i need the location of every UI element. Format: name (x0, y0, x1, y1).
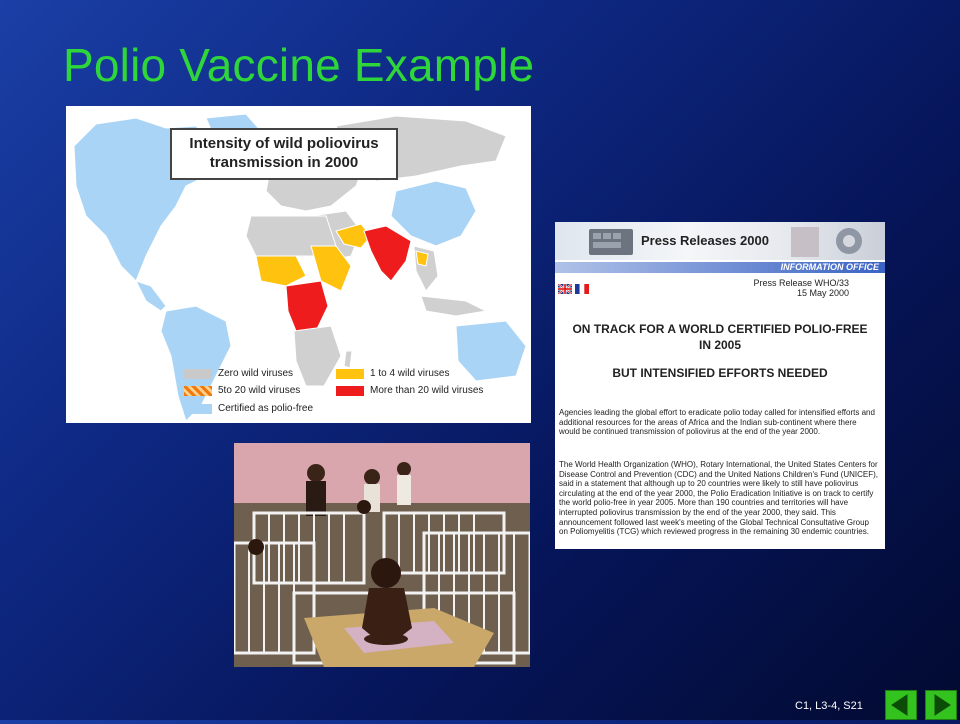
press-paragraph-1: Agencies leading the global effort to eradicate polio today called for intensified efforts and additional resources for the areas of Africa and the Indian sub-continent where there would be continued transmission of poliovirus at the end of the year 2000. (559, 408, 875, 437)
legend-label: 1 to 4 wild viruses (370, 368, 450, 379)
children-hospital-photo (234, 443, 530, 667)
australia (456, 321, 526, 381)
west-africa-yellow (256, 256, 306, 286)
legend-item-5-to-20 (184, 385, 300, 396)
next-slide-button[interactable] (925, 690, 957, 720)
press-release-reference (753, 278, 849, 298)
slide-title: Polio Vaccine Example (63, 39, 535, 91)
information-office-bar: INFORMATION OFFICE (555, 262, 885, 273)
press-paragraph-2: The World Health Organization (WHO), Rotary International, the United States Centers for Disease Control and Prevention (CDC) and the United Nations Children's Fund (UNICEF), said in a statement that although up to 20 countries were likely to still have poliovirus circulating at the end of the year 2000, the Polio Eradication Initiative is on track to certify the world polio-free in year 2005. More than 190 countries and territories will have interrupted poliovirus transmission by the end of the year 2000, they said. This announcement followed last week's meeting of the Global Technical Consultative Group on Poliomyelitis (TCG) which reviewed progress in the remaining 30 endemic countries. (559, 460, 878, 537)
southern-africa (294, 326, 341, 386)
press-banner (555, 222, 885, 260)
central-africa-red (286, 281, 328, 331)
legend-item-more-than-20 (336, 385, 483, 396)
legend-label: Zero wild viruses (218, 368, 294, 379)
language-flags (558, 284, 589, 294)
legend-swatch (184, 404, 212, 414)
france-flag-icon[interactable] (575, 284, 589, 294)
legend-swatch (184, 386, 212, 396)
keyboard-graphic-icon (585, 223, 645, 259)
legend-swatch (336, 386, 364, 396)
legend-item-certified (184, 403, 313, 414)
slide-reference: C1, L3-4, S21 (795, 700, 863, 712)
triangle-right-icon (926, 691, 956, 719)
indonesia (421, 296, 486, 316)
satellite-dish-icon (791, 223, 871, 259)
press-release-date: 15 May 2000 (796, 288, 849, 298)
legend-swatch (184, 369, 212, 379)
legend-swatch (336, 369, 364, 379)
press-headline: ON TRACK FOR A WORLD CERTIFIED POLIO-FREE IN 2005 (572, 322, 868, 352)
press-release-number: Press Release WHO/33 (753, 278, 849, 288)
press-release-image (555, 222, 885, 549)
press-banner-title: Press Releases 2000 (641, 233, 769, 248)
triangle-left-icon (886, 691, 916, 719)
map-title: Intensity of wild poliovirus transmission in 2000 (170, 128, 398, 180)
polio-map-image (66, 106, 531, 423)
press-subheadline: BUT INTENSIFIED EFFORTS NEEDED (612, 366, 828, 380)
previous-slide-button[interactable] (885, 690, 917, 720)
legend-label: Certified as polio-free (218, 403, 314, 414)
hospital-ward-illustration (234, 443, 530, 667)
legend-item-zero (184, 368, 293, 379)
legend-label: More than 20 wild viruses (370, 385, 484, 396)
central-america (136, 281, 166, 311)
indochina-yellow (416, 251, 428, 266)
india (364, 226, 411, 281)
legend-label: 5to 20 wild viruses (218, 385, 301, 396)
legend-item-1-to-4 (336, 368, 449, 379)
uk-flag-icon[interactable] (558, 284, 572, 294)
madagascar (344, 351, 352, 368)
